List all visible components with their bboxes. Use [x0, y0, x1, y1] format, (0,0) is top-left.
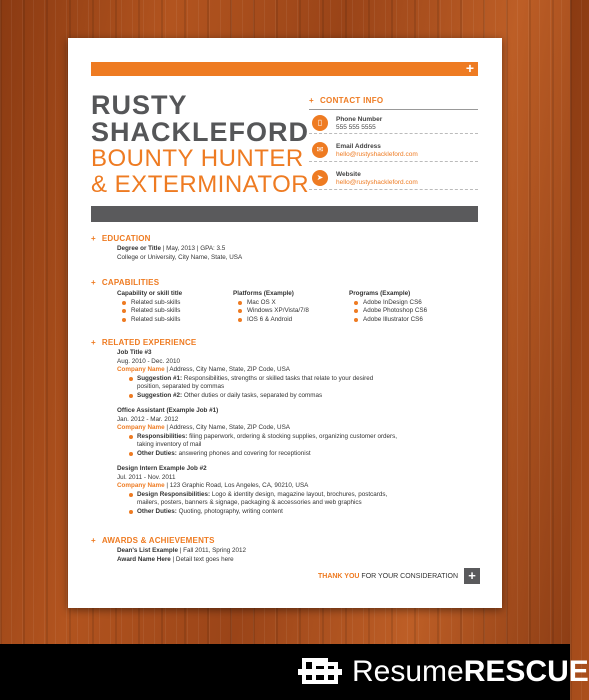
- job-entry: Job Title #3 Aug. 2010 - Dec. 2010 Company Name | Address, City Name, State, ZIP Code, USA Suggestion #1: Responsibilities, strengths or skilled tasks that relate to your desired position, separated by commas Suggestion #2: Other duties or daily tasks, separated by commas: [117, 349, 374, 399]
- experience-section: [91, 338, 481, 516]
- title-line-2: & EXTERMINATOR: [91, 171, 310, 198]
- contact-email: ✉ Email Address hello@rustyshackleford.com: [309, 137, 478, 162]
- section-heading: + RELATED EXPERIENCE: [91, 338, 197, 347]
- awards-section: + AWARDS & ACHIEVEMENTS Dean's List Example | Fall 2011, Spring 2012 Award Name Here | Detail text goes here: [91, 536, 247, 563]
- top-accent-bar: [91, 62, 478, 76]
- section-heading: + CAPABILITIES: [91, 278, 160, 287]
- education-section: + EDUCATION Degree or Title | May, 2013 | GPA: 3.5 College or University, City Name, State, USA: [91, 234, 243, 261]
- divider-bar: [91, 206, 478, 222]
- capability-column: Programs (Example) Adobe InDesign CS6 Adobe Photoshop CS6 Adobe Illustrator CS6: [349, 290, 428, 323]
- first-name: RUSTY: [91, 90, 188, 120]
- phone-icon: ▯: [312, 115, 328, 131]
- plus-icon: +: [465, 60, 474, 76]
- section-heading: + EDUCATION: [91, 234, 151, 243]
- resume-rescue-logo-icon: [298, 656, 342, 688]
- contact-block: [309, 96, 478, 190]
- candidate-name: [91, 92, 309, 146]
- resume-page: [68, 38, 502, 608]
- contact-heading: + CONTACT INFO: [309, 96, 384, 105]
- title-line-1: BOUNTY HUNTER: [91, 145, 304, 172]
- cursor-icon: ➤: [312, 170, 328, 186]
- capabilities-section: [91, 278, 465, 324]
- capability-column: Capability or skill title Related sub-skills Related sub-skills Related sub-skills: [117, 290, 183, 323]
- candidate-title: [91, 146, 309, 198]
- job-entry: Design Intern Example Job #2 Jul. 2011 - Nov. 2011 Company Name | 123 Graphic Road, Los Angeles, CA, 90210, USA Design Responsibilities: Logo & identity design, magazine layout, brochures, postcards, mailers, posters, banners & signage, packaging & accessories and web graphics Other Duties: Quoting, photography, writing content: [117, 465, 388, 515]
- contact-phone: ▯ Phone Number 555 555 5555: [309, 109, 478, 134]
- capability-column: Platforms (Example) Mac OS X Windows XP/Vista/7/8 IOS 6 & Android: [233, 290, 309, 323]
- footer-thanks: THANK YOU FOR YOUR CONSIDERATION +: [318, 568, 480, 584]
- plus-icon: +: [464, 568, 480, 584]
- section-heading: + AWARDS & ACHIEVEMENTS: [91, 536, 215, 545]
- job-entry: Office Assistant (Example Job #1) Jan. 2012 - Mar. 2012 Company Name | Address, City Name, State, ZIP Code, USA Responsibilities: filing paperwork, ordering & stocking supplies, organizing customer orders, taking inventory of mail Other Duties: answering phones and covering for receptionist: [117, 407, 398, 457]
- brand-wordmark: ResumeRESCUE: [352, 655, 589, 688]
- contact-website: ➤ Website hello@rustyshackleford.com: [309, 165, 478, 190]
- last-name: SHACKLEFORD: [91, 117, 309, 147]
- mail-icon: ✉: [312, 142, 328, 158]
